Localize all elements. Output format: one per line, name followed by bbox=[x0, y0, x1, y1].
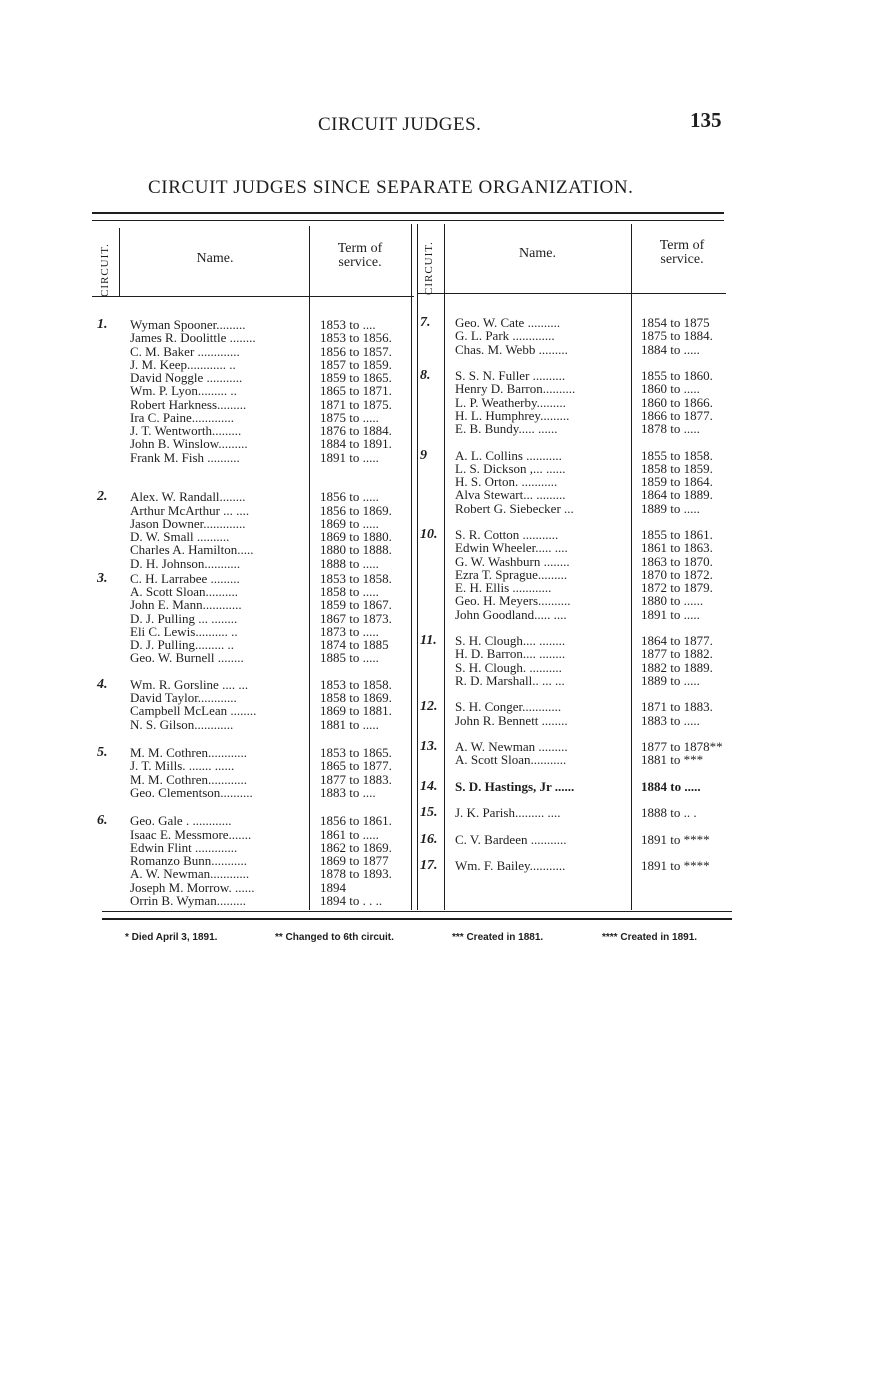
term-of-service: 1865 to 1877. bbox=[320, 758, 392, 774]
term-of-service: 1861 to 1863. bbox=[641, 540, 713, 556]
judge-name: M. M. Cothren............ bbox=[130, 745, 247, 760]
judge-name: R. D. Marshall.. ... ... bbox=[455, 672, 565, 688]
judge-name: Wm. F. Bailey........... bbox=[455, 858, 566, 874]
judge-name: John R. Bennett ........ bbox=[455, 712, 568, 728]
circuit-number: 9 bbox=[420, 447, 427, 463]
judge-name: S. H. Clough. .......... bbox=[455, 659, 562, 675]
judge-name: Geo. W. Cate .......... bbox=[455, 315, 561, 330]
judge-name: Joseph M. Morrow. ...... bbox=[130, 879, 255, 895]
judge-name: Arthur McArthur ... .... bbox=[130, 502, 250, 518]
term-of-service: 1872 to 1879. bbox=[641, 580, 713, 595]
term-of-service: 1880 to ...... bbox=[641, 593, 704, 609]
term-of-service: 1880 to 1888. bbox=[320, 542, 392, 558]
term-of-service: 1859 to 1865. bbox=[320, 370, 392, 385]
judge-name: H. S. Orton. ........... bbox=[455, 474, 558, 489]
running-head: CIRCUIT JUDGES. bbox=[318, 114, 482, 135]
footnote-4: **** Created in 1891. bbox=[602, 932, 698, 943]
judge-name: Chas. M. Webb ......... bbox=[455, 341, 568, 357]
term-of-service: 1888 to .. . bbox=[641, 805, 697, 821]
term-of-service: 1857 to 1859. bbox=[320, 356, 392, 372]
judge-name: J. T. Mills. ....... ...... bbox=[130, 758, 235, 774]
circuit-number: 5. bbox=[97, 745, 108, 760]
judge-name: D. J. Pulling ... ........ bbox=[130, 610, 238, 626]
judge-name: Geo. Gale . ............ bbox=[130, 813, 232, 829]
top-rule-thin bbox=[92, 220, 724, 221]
circuit-number: 1. bbox=[97, 317, 108, 332]
judge-name: Campbell McLean ........ bbox=[130, 703, 257, 719]
circuit-number: 12. bbox=[420, 699, 438, 715]
judge-name: D. H. Johnson........... bbox=[130, 555, 241, 571]
judge-name: A. L. Collins ........... bbox=[455, 447, 562, 463]
term-of-service: 1869 to 1881. bbox=[320, 703, 392, 719]
circuit-number: 4. bbox=[97, 676, 108, 692]
term-of-service: 1854 to 1875 bbox=[641, 315, 710, 330]
judge-name: John Goodland..... .... bbox=[455, 606, 567, 622]
term-of-service: 1859 to 1867. bbox=[320, 597, 392, 613]
judge-name: J. T. Wentworth......... bbox=[130, 423, 242, 438]
term-of-service: 1894 to . . .. bbox=[320, 892, 383, 908]
judge-name: S. H. Clough.... ........ bbox=[455, 633, 566, 648]
term-of-service: 1860 to 1866. bbox=[641, 394, 713, 410]
judge-name: J. M. Keep............ .. bbox=[130, 356, 236, 372]
judge-name: Eli C. Lewis.......... .. bbox=[130, 623, 238, 639]
term-of-service: 1885 to ..... bbox=[320, 650, 379, 666]
term-of-service: 1853 to 1865. bbox=[320, 745, 392, 760]
term-of-service: 1875 to ..... bbox=[320, 409, 379, 425]
term-of-service: 1866 to 1877. bbox=[641, 407, 713, 423]
judge-name: Wm. P. Lyon......... .. bbox=[130, 383, 237, 399]
table-title: CIRCUIT JUDGES SINCE SEPARATE ORGANIZATION. bbox=[148, 177, 634, 198]
judge-name: A. W. Newman ......... bbox=[455, 739, 568, 754]
term-of-service: 1877 to 1882. bbox=[641, 646, 713, 662]
term-of-service: 1889 to ..... bbox=[641, 500, 700, 516]
term-of-service: 1860 to ..... bbox=[641, 381, 700, 397]
term-of-service: 1874 to 1885 bbox=[320, 637, 389, 652]
judge-name: D. J. Pulling......... .. bbox=[130, 637, 235, 652]
judge-name: David Taylor............ bbox=[130, 690, 237, 705]
top-rule-thick bbox=[92, 212, 724, 214]
term-of-service: 1883 to .... bbox=[320, 784, 376, 800]
judge-name: Geo. Clementson.......... bbox=[130, 784, 253, 800]
judge-name: S. D. Hastings, Jr ...... bbox=[455, 778, 575, 794]
header-term-right-1: Term of bbox=[659, 238, 705, 253]
judge-name: Wyman Spooner......... bbox=[130, 317, 246, 332]
judge-name: A. W. Newman............ bbox=[130, 866, 250, 882]
judge-name: C. H. Larrabee ......... bbox=[130, 570, 240, 586]
judge-name: A. Scott Sloan.......... bbox=[130, 584, 238, 599]
term-of-service: 1867 to 1873. bbox=[320, 610, 392, 626]
term-of-service: 1855 to 1861. bbox=[641, 527, 713, 542]
judge-name: J. K. Parish......... .... bbox=[455, 805, 561, 821]
circuit-number: 7. bbox=[420, 315, 431, 330]
term-of-service: 1869 to 1880. bbox=[320, 529, 392, 544]
term-of-service: 1894 bbox=[320, 879, 346, 895]
bottom-rule-thick bbox=[102, 918, 732, 920]
term-of-service: 1869 to ..... bbox=[320, 515, 379, 531]
term-of-service: 1856 to ..... bbox=[320, 489, 379, 505]
judge-name: Alva Stewart... ......... bbox=[455, 487, 566, 503]
term-of-service: 1889 to ..... bbox=[641, 672, 700, 688]
judge-name: Ira C. Paine............. bbox=[130, 409, 234, 425]
term-of-service: 1877 to 1878** bbox=[641, 739, 723, 754]
judge-name: Alex. W. Randall........ bbox=[130, 489, 246, 505]
term-of-service: 1878 to ..... bbox=[641, 421, 700, 436]
judge-name: Ezra T. Sprague......... bbox=[455, 566, 568, 582]
term-of-service: 1856 to 1857. bbox=[320, 343, 392, 359]
judge-name: John E. Mann............ bbox=[130, 597, 242, 613]
term-of-service: 1881 to ..... bbox=[320, 716, 379, 732]
judge-name: M. M. Cothren............ bbox=[130, 771, 247, 787]
col-rule-mid-2 bbox=[417, 224, 418, 910]
circuit-number: 6. bbox=[97, 813, 108, 829]
term-of-service: 1884 to ..... bbox=[641, 341, 700, 357]
judge-name: A. Scott Sloan........... bbox=[455, 752, 567, 768]
term-of-service: 1891 to **** bbox=[641, 858, 710, 874]
bottom-rule-thin bbox=[102, 911, 732, 912]
judge-name: S. H. Conger............ bbox=[455, 699, 562, 715]
term-of-service: 1858 to 1859. bbox=[641, 460, 713, 476]
judge-name: James R. Doolittle ........ bbox=[130, 330, 256, 346]
term-of-service: 1891 to ..... bbox=[641, 606, 700, 622]
judge-name: Frank M. Fish .......... bbox=[130, 449, 240, 465]
header-term-left-1: Term of bbox=[337, 241, 383, 256]
page-number: 135 bbox=[690, 108, 722, 132]
judge-name: D. W. Small .......... bbox=[130, 529, 230, 544]
circuit-number: 2. bbox=[97, 489, 108, 505]
judge-name: Robert Harkness......... bbox=[130, 396, 247, 412]
term-of-service: 1891 to ..... bbox=[320, 449, 379, 465]
judge-name: Geo. W. Burnell ........ bbox=[130, 650, 244, 666]
judge-name: G. L. Park ............. bbox=[455, 328, 555, 344]
term-of-service: 1853 to 1856. bbox=[320, 330, 392, 346]
header-name-right: Name. bbox=[519, 246, 556, 261]
footnote-3: *** Created in 1881. bbox=[452, 932, 544, 943]
term-of-service: 1864 to 1877. bbox=[641, 633, 713, 648]
judge-name: Edwin Flint ............. bbox=[130, 839, 238, 855]
circuit-number: 10. bbox=[420, 527, 438, 542]
col-rule-right-name bbox=[631, 224, 632, 910]
footnote-1: * Died April 3, 1891. bbox=[125, 932, 218, 943]
term-of-service: 1856 to 1861. bbox=[320, 813, 392, 829]
circuit-number: 11. bbox=[420, 633, 437, 648]
circuit-number: 8. bbox=[420, 368, 431, 383]
judge-name: Orrin B. Wyman......... bbox=[130, 892, 246, 908]
judge-name: E. B. Bundy..... ...... bbox=[455, 421, 558, 436]
term-of-service: 1855 to 1858. bbox=[641, 447, 713, 463]
header-rule-right bbox=[418, 293, 726, 294]
term-of-service: 1875 to 1884. bbox=[641, 328, 713, 344]
judge-name: Jason Downer............. bbox=[130, 515, 246, 531]
col-rule-left-name bbox=[309, 226, 310, 910]
term-of-service: 1878 to 1893. bbox=[320, 866, 392, 882]
judge-name: S. R. Cotton ........... bbox=[455, 527, 559, 542]
term-of-service: 1870 to 1872. bbox=[641, 566, 713, 582]
term-of-service: 1865 to 1871. bbox=[320, 383, 392, 399]
circuit-number: 3. bbox=[97, 570, 108, 586]
term-of-service: 1862 to 1869. bbox=[320, 839, 392, 855]
circuit-number: 16. bbox=[420, 831, 438, 847]
header-name-left: Name. bbox=[196, 251, 234, 266]
term-of-service: 1873 to ..... bbox=[320, 623, 379, 639]
circuit-number: 17. bbox=[420, 858, 438, 874]
judge-name: G. W. Washburn ........ bbox=[455, 553, 570, 569]
term-of-service: 1888 to ..... bbox=[320, 555, 379, 571]
term-of-service: 1853 to .... bbox=[320, 317, 376, 332]
judge-name: Robert G. Siebecker ... bbox=[455, 500, 574, 516]
term-of-service: 1883 to ..... bbox=[641, 712, 700, 728]
term-of-service: 1881 to *** bbox=[641, 752, 704, 768]
term-of-service: 1871 to 1883. bbox=[641, 699, 713, 715]
judge-name: Romanzo Bunn........... bbox=[130, 853, 247, 868]
circuit-number: 14. bbox=[420, 778, 438, 794]
judge-name: H. L. Humphrey......... bbox=[455, 407, 570, 423]
term-of-service: 1891 to **** bbox=[641, 831, 710, 847]
col-rule-mid-1 bbox=[411, 224, 412, 910]
header-rule-left bbox=[92, 296, 414, 297]
term-of-service: 1869 to 1877 bbox=[320, 853, 389, 868]
circuit-number: 15. bbox=[420, 805, 438, 821]
term-of-service: 1864 to 1889. bbox=[641, 487, 713, 503]
judge-name: E. H. Ellis ............ bbox=[455, 580, 552, 595]
header-circuit-left: CIRCUIT. bbox=[99, 243, 111, 297]
term-of-service: 1859 to 1864. bbox=[641, 474, 713, 489]
judge-name: David Noggle ........... bbox=[130, 370, 243, 385]
term-of-service: 1882 to 1889. bbox=[641, 659, 713, 675]
term-of-service: 1871 to 1875. bbox=[320, 396, 392, 412]
judge-name: S. S. N. Fuller .......... bbox=[455, 368, 566, 383]
term-of-service: 1858 to 1869. bbox=[320, 690, 392, 705]
header-circuit-right: CIRCUIT. bbox=[423, 241, 435, 295]
judge-name: Isaac E. Messmore....... bbox=[130, 826, 252, 842]
judge-name: Edwin Wheeler..... .... bbox=[455, 540, 568, 556]
judge-name: C. M. Baker ............. bbox=[130, 343, 240, 359]
col-rule-right-circuit bbox=[444, 224, 445, 910]
term-of-service: 1855 to 1860. bbox=[641, 368, 713, 383]
term-of-service: 1858 to ..... bbox=[320, 584, 379, 599]
term-of-service: 1853 to 1858. bbox=[320, 570, 392, 586]
term-of-service: 1877 to 1883. bbox=[320, 771, 392, 787]
judge-name: Geo. H. Meyers.......... bbox=[455, 593, 571, 609]
judge-name: C. V. Bardeen ........... bbox=[455, 831, 567, 847]
header-term-left-2: service. bbox=[338, 255, 382, 270]
term-of-service: 1884 to ..... bbox=[641, 778, 701, 794]
judge-name: Charles A. Hamilton..... bbox=[130, 542, 254, 558]
judge-name: H. D. Barron.... ........ bbox=[455, 646, 566, 662]
term-of-service: 1876 to 1884. bbox=[320, 423, 392, 438]
term-of-service: 1861 to ..... bbox=[320, 826, 379, 842]
term-of-service: 1856 to 1869. bbox=[320, 502, 392, 518]
judge-name: Henry D. Barron.......... bbox=[455, 381, 576, 397]
term-of-service: 1884 to 1891. bbox=[320, 436, 392, 452]
term-of-service: 1853 to 1858. bbox=[320, 676, 392, 692]
footnote-2: ** Changed to 6th circuit. bbox=[275, 932, 394, 943]
judge-name: Wm. R. Gorsline .... ... bbox=[130, 676, 249, 692]
term-of-service: 1863 to 1870. bbox=[641, 553, 713, 569]
circuit-number: 13. bbox=[420, 739, 438, 754]
judge-name: L. P. Weatherby......... bbox=[455, 394, 566, 410]
judge-name: John B. Winslow......... bbox=[130, 436, 248, 452]
judge-name: L. S. Dickson ,... ...... bbox=[455, 460, 566, 476]
judge-name: N. S. Gilson............ bbox=[130, 716, 234, 732]
header-term-right-2: service. bbox=[660, 252, 704, 267]
